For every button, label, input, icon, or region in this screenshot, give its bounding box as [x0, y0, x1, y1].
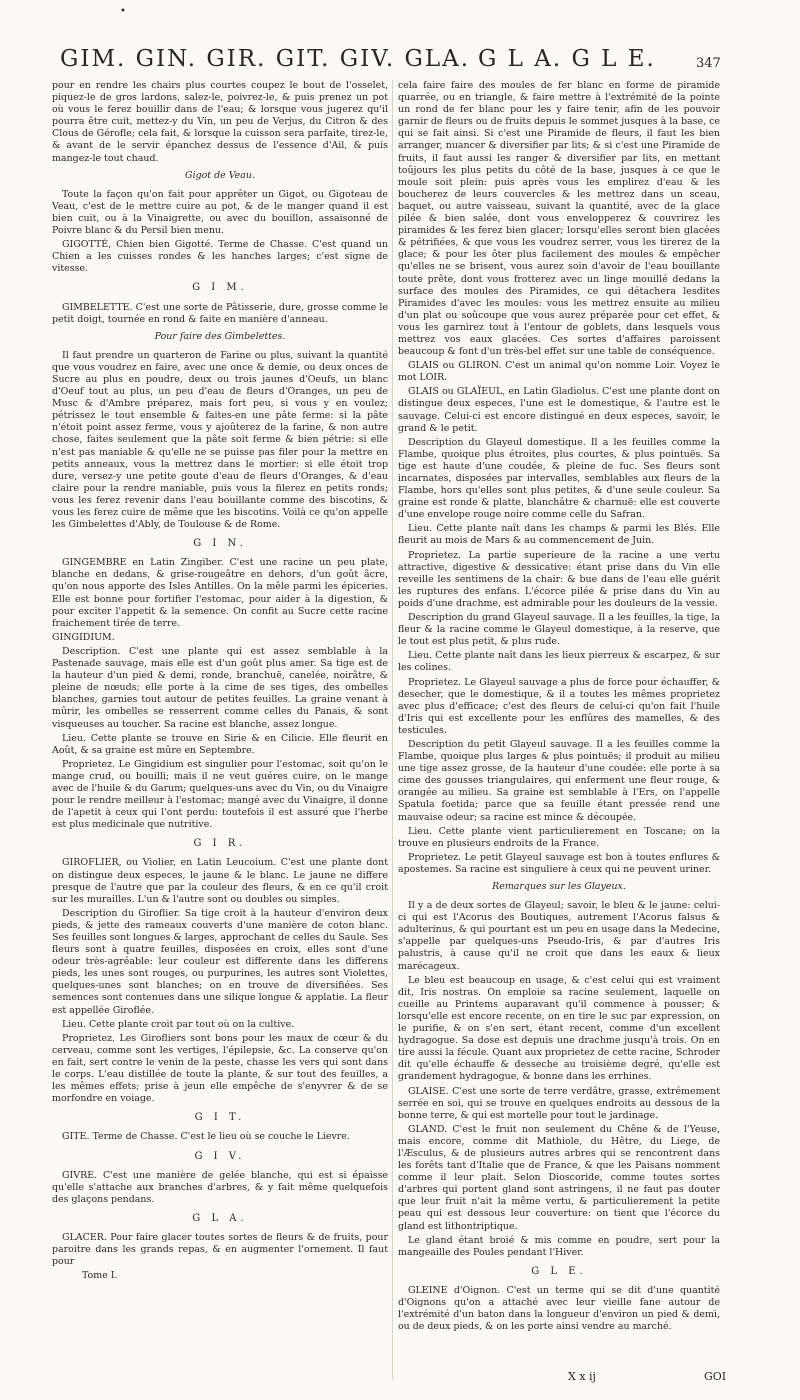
section-git: G I T.	[194, 1112, 246, 1124]
giroflier-description: Description du Giroflier. Sa tige croit à la hauteur d'environ deux pieds, & jette des rameaux couverts d'une manière de coton blanc. Ses feuilles sont longues & larges, approchant de celles du Saule. Ses fleurs sont à quatre feuilles, disposées en croix, elles sont d'une odeur très-agréable: leur couleur est differente dans les differens pieds, les unes sont rouges, ou purpurines, les autres sont Violettes, quelques-unes sont blanches; on en trouve de diversifiées. Ses semences sont contenues dans une silique longue & applatie. La fleur est appellée Giroflée.	[52, 907, 388, 1016]
entry-givre: GIVRE. C'est une manière de gelée blanche, qui est si épaisse qu'elle s'attache aux branches d'arbres, & y fait même quelquefois des glaçons pendans.	[52, 1169, 388, 1205]
running-head-left: GIM. GIN. GIR. GIT. GIV. GLA.	[60, 46, 471, 72]
page-number: 347	[696, 56, 721, 71]
paragraph-gimbelettes: Il faut prendre un quarteron de Farine ou plus, suivant la quantité que vous voudrez en faire, avec une once & demie, ou deux onces de Sucre au plus en poudre, deux ou trois jaunes d'Oeufs, un blanc d'Oeuf tout au plus, un peu d'eau de fleurs d'Oranges, un peu de Musc & d'Ambre préparez, mais fort peu, si vous y en voulez; pétrissez le tout ensemble & faites-en une pâte ferme: si la pâte n'étoit point assez ferme, vous y ajoûterez de la farine, & non autre chose, faites seulement que la pâte soit ferme & bien pétrie: si elle n'est pas maniable & qu'elle ne se puisse pas filer pour la mettre en petits anneaux, vous la mettrez dans le mortier: si elle étoit trop dure, versez-y une petite goute d'eau de fleurs d'Oranges, & d'eau claire pour la rendre maniable, puis vous la filerez en petits ronds; vous les ferez revenir dans l'eau bouillante comme des biscotins, & vous les ferez cuire de même que les biscotins. Voilà ce qu'on appelle les Gimbelettes d'Ably, de Toulouse & de Rome.	[52, 349, 388, 531]
giroflier-lieu: Lieu. Cette plante croit par tout où on la cultive.	[62, 1018, 295, 1030]
entry-gleine: GLEINE d'Oignon. C'est un terme qui se dit d'une quantité d'Oignons qu'on a attaché avec leur vieille fane autour de l'extrémité d'un baton dans la longueur d'environ un pied & demi, ou de deux pieds, & on les porte ainsi vendre au marché.	[398, 1284, 720, 1333]
entry-gite: GITE. Terme de Chasse. C'est le lieu où se couche le Lievre.	[62, 1131, 350, 1143]
top-mark: •	[120, 6, 126, 17]
section-gir: G I R.	[193, 838, 247, 850]
petit-glayeul-proprietez: Proprietez. Le petit Glayeul sauvage est bon à toutes enflures & apostemes. Sa racine est singuliere à ceux qui ne peuvent uriner.	[398, 851, 720, 875]
entry-gland: GLAND. C'est le fruit non seulement du Chêne & de l'Yeuse, mais encore, comme dit Mathiole, du Hêtre, du Liege, de l'Æsculus, & de plusieurs autres arbres qui se rencontrent dans les forêts tant d'Italie que de France, & que les Paisans nomment comme il leur plait. Selon Dioscoride, comme toutes sortes d'arbres qui portent gland sont astringens, il ne faut pas douter que leur fruit n'ait la même vertu, & particulierement la petite peau qui est dessous leur couverture: on tient que l'écorce du gland est lithontriptique.	[398, 1123, 720, 1232]
glaieul-description: Description du Glayeul domestique. Il a les feuilles comme la Flambe, quoique plus étroites, plus courtes, & plus pointuës. Sa tige est haute d'une coudée, & pleine de fuc. Ses fleurs sont incarnates, disposées par intervalles, semblables aux fleurs de la Flambe, hors qu'elles sont plus petites, & d'une seule couleur. Sa graine est ronde & platte, blanchâtre & charnuë: elle est couverte d'une envelope rouge noire comme celle du Safran.	[398, 436, 720, 521]
paragraph-remarques: Il y a de deux sortes de Glayeul; savoir, le bleu & le jaune: celui-ci qui est l'Acorus des Boutiques, autrement l'Acorus falsus & adulterinus, & qui pourtant est un peu en usage dans la Medecine, s'appelle par quelques-uns Pseudo-Iris, & par d'autres Iris palustris, à cause qu'il ne croit que dans les eaux & lieux marécageux.	[398, 900, 720, 972]
grand-glayeul-description: Description du grand Glayeul sauvage. Il a les feuilles, la tige, la fleur & la racine comme le Glayeul domestique, à la reserve, que le tout est plus petit, & plus rude.	[398, 612, 720, 648]
entry-gingembre: GINGEMBRE en Latin Zingiber. C'est une racine un peu plate, blanche en dedans, & grise-rougeâtre en dehors, d'un goût âcre, qu'on nous apporte des Isles Antilles. On la mêle parmi les épiceries. Elle est bonne pour fortifier l'estomac, pour aider à la digestion, & pour exciter l'appetit & la semence. On confit au Sucre cette racine fraichement tirée de terre.	[52, 557, 388, 629]
glaieul-lieu: Lieu. Cette plante naît dans les champs & parmi les Blés. Elle fleurit au mois de Mars & au commencement de Juin.	[398, 523, 720, 547]
entry-glaieul: GLAIS ou GLAÏEUL, en Latin Gladiolus. C'est une plante dont on distingue deux especes, l'une est le domestique, & l'autre est le sauvage. Celui-ci est encore distingué en deux especes, savoir, le grand & le petit.	[398, 386, 720, 434]
section-gim: G I M.	[192, 282, 248, 294]
section-gle: G L E.	[531, 1265, 587, 1277]
right-column	[398, 80, 720, 1370]
running-head-right: G L A. G L E.	[478, 46, 656, 72]
section-gin: G I N.	[193, 538, 247, 550]
volume-label: Tome I.	[82, 1270, 118, 1282]
column-divider	[392, 80, 393, 1380]
catchword: GOI	[704, 1370, 727, 1383]
entry-giroflier: GIROFLIER, ou Violier, en Latin Leucoium. C'est une plante dont on distingue deux especes, le jaune & le blanc. Le jaune ne differe presque de l'autre que par la couleur des fleurs, & en ce qu'il croit sur les murailles. L'un & l'autre sont ou doubles ou simples.	[52, 857, 388, 905]
section-giv: G I V.	[194, 1150, 246, 1162]
entry-gigotte: GIGOTTÉ, Chien bien Gigotté. Terme de Chasse. C'est quand un Chien a les cuisses rondes & les hanches larges; c'est signe de vitesse.	[52, 239, 388, 275]
paragraph-glacer-cont: cela faire faire des moules de fer blanc en forme de piramide quarrée, ou en triangle, & faire mettre à l'extrémité de la pointe un rond de fer blanc pour les y faire tenir, afin de les pouvoir garnir de fleurs ou de fruits depuis le sommet jusques à la base, ce qui se fait ainsi. Si c'est une Piramide de fleurs, il faut les bien arranger, nuancer & diversifier par lits; & si c'est une Piramide de fruits, il faut aussi les ranger & diversifier par lits, en mettant toûjours les plus petits du côté de la base, jusques à ce que le moule soit plein: puis après vous les emplirez d'eau & les boucherez de leurs couvercles & les mettrez dans un sceau, baquet, ou autre vaisseau, suivant la quantité, avec de la glace pilée & bien salée, dont vous envelopperez & couvrirez les piramides & les ferez bien glacer; lorsqu'elles seront bien glacées & pétrifiées, & que vous les voudrez serrer, vous les tirerez de la glace; & pour les ôter plus facilement des moules & empêcher qu'elles ne se brisent, vous aurez soin d'avoir de l'eau bouillante toute prête, dont vous frotterez avec un linge mouillé dedans la surface des moules des Piramides, ce qui détachera lesdites Piramides d'avec les moules: vous les mettrez ensuite au milieu d'un plat ou soûcoupe que vous aurez préparée pour cet effet, & vous les garnirez tout à l'entour de goblets, dans lesquels vous mettrez vos eaux glacées. Ces sortes d'affaires paroissent beaucoup & font d'un très-bel effet sur une table de conséquence.	[398, 80, 720, 358]
signature-mark: X x ij	[568, 1370, 596, 1383]
paragraph-bleu: Le bleu est beaucoup en usage, & c'est celui qui est vraiment dit, Iris nostras. On emploie sa racine seulement, laquelle on cueille au Printems auparavant qu'il commence à pousser; & lorsqu'elle est encore recente, on en tire le suc par expression, on le purifie, & on s'en sert, étant recent, comme d'un excellent hydragogue. Sa dose est depuis une drachme jusqu'à trois. On en tire aussi la fécule. Quant aux proprietez de cette racine, Schroder dit qu'elle échauffe & desseche au troisième degré, qu'elle est grandement hydragogue, & bonne dans les errhines.	[398, 974, 720, 1083]
petit-glayeul-lieu: Lieu. Cette plante vient particulierement en Toscane; on la trouve en plusieurs endroits de la France.	[398, 825, 720, 849]
entry-gimbelette: GIMBELETTE. C'est une sorte de Pâtisserie, dure, grosse comme le petit doigt, tournée en rond & faite en manière d'anneau.	[52, 301, 388, 325]
gingidium-proprietez: Proprietez. Le Gingidium est singulier pour l'estomac, soit qu'on le mange crud, ou bouilli; mais il ne veut guéres cuire, on le mange avec de l'huile & du Garum; quelques-uns avec du Vin, ou du Vinaigre pour le rendre meilleur à l'estomac; mangé avec du Vinaigre, il donne de l'apetit à ceux qui l'ont perdu: toutefois il est assuré que l'herbe est plus medicinale que nutritive.	[52, 758, 388, 831]
subheading-remarques: Remarques sur les Glayeux.	[492, 881, 626, 892]
gingidium-description: Description. C'est une plante qui est assez semblable à la Pastenade sauvage, mais elle est d'un goût plus amer. Sa tige est de la hauteur d'un pied & demi, ronde, branchuë, canelée, noirâtre, & pleine de nœuds; elle porte à la cime de ses tiges, des ombelles blanches, garnies tout autour de petites feuilles. La graine venant à mûrir, les ombelles se resserrent comme celles du Panais, & sont visqueuses au toucher. Sa racine est blanche, assez longue.	[52, 645, 388, 730]
paragraph-gland-2: Le gland étant broié & mis comme en poudre, sert pour la mangeaille des Poules pendant l'Hiver.	[398, 1234, 720, 1258]
paragraph-gigot: Toute la façon qu'on fait pour apprêter un Gigot, ou Gigoteau de Veau, c'est de le mettre cuire au pot, & de le manger quand il est bien cuit, ou à la Vinaigrette, ou avec du bouillon, assaisonné de Poivre blanc & du Persil bien menu.	[52, 188, 388, 237]
glaieul-proprietez: Proprietez. La partie superieure de la racine a une vertu attractive, digestive & dessicative: étant prise dans du Vin elle reveille les sentimens de la chair: & bue dans de l'eau elle guérit les ruptures des enfans. L'écorce pilée & prise dans du Vin au poids d'une drachme, est admirable pour les douleurs de la vessie.	[398, 549, 720, 609]
giroflier-proprietez: Proprietez. Les Girofliers sont bons pour les maux de cœur & du cerveau, comme sont les vertiges, l'épilepsie, &c. La conserve qu'on en fait, sert contre le venin de la peste, chasse les vers qui sont dans le corps. L'eau distillée de toute la plante, & sur tout des feuilles, a les mêmes effets; prise à jeun elle empêche de s'enyvrer & de se morfondre en voiage.	[52, 1032, 388, 1105]
entry-gingidium: GINGIDIUM.	[52, 631, 115, 643]
grand-glayeul-proprietez: Proprietez. Le Glayeul sauvage a plus de force pour échauffer, & desecher, que le domestique, & il a toutes les mêmes proprietez avec plus d'efficace; c'est des fleurs de celui-ci qu'on fait l'huile d'Iris qui est excellente pour les enflûres des mamelles, & des testicules.	[398, 676, 720, 736]
subheading-gimbelettes: Pour faire des Gimbelettes.	[154, 330, 286, 342]
grand-glayeul-lieu: Lieu. Cette plante naît dans les lieux pierreux & escarpez, & sur les colines.	[398, 650, 720, 674]
subheading-gigot: Gigot de Veau.	[185, 169, 255, 181]
paragraph-intro: pour en rendre les chairs plus courtes coupez le bout de l'osselet, piquez-le de gros lardons, salez-le, poivrez-le, & puis prenez un pot où vous le ferez bouillir dans de l'eau; & lorsque vous jugerez qu'il pourra être cuit, mettez-y du Vin, un peu de Verjus, du Citron & des Clous de Gérofle; cela fait, & lorsque la cuisson sera parfaite, tirez-le, & avant de le servir épanchez dessus de l'essence d'Ail, & puis mangez-le tout chaud.	[52, 80, 388, 164]
entry-glais: GLAIS ou GLIRON. C'est un animal qu'on nomme Loir. Voyez le mot LOIR.	[398, 360, 720, 384]
petit-glayeul-description: Description du petit Glayeul sauvage. Il a les feuilles comme la Flambe, quoique plus larges & plus pointuës; il produit au milieu une tige assez grosse, de la hauteur d'une coudée: elle porte à sa cime des gousses triangulaires, qui enferment une fleur rouge, & orangée au milieu. Sa graine est semblable à l'Ers, on l'appelle Spatula foetida; parce que sa feuille étant pressée rend une mauvaise odeur; sa racine est mince & découpée.	[398, 738, 720, 823]
left-column	[52, 80, 388, 1370]
entry-glaise: GLAISE. C'est une sorte de terre verdâtre, grasse, extrémement serrée en soi, qui se trouve en quelques endroits au dessous de la bonne terre, & qui est mortelle pour tout le jardinage.	[398, 1085, 720, 1121]
section-gla: G L A.	[192, 1212, 248, 1224]
gingidium-lieu: Lieu. Cette plante se trouve en Sirie & en Cilicie. Elle fleurit en Août, & sa graine est mûre en Septembre.	[52, 732, 388, 756]
entry-glacer: GLACER. Pour faire glacer toutes sortes de fleurs & de fruits, pour paroitre dans les grands repas, & en augmenter l'ornement. Il faut pour	[52, 1231, 388, 1268]
